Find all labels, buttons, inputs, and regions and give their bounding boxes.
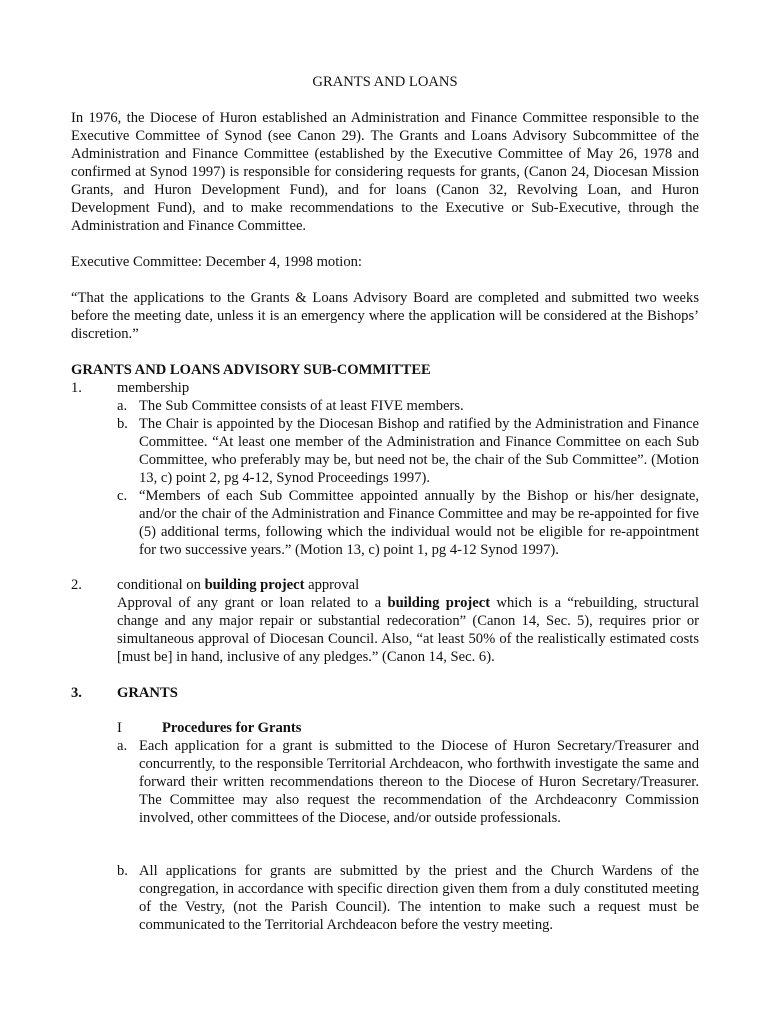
- section-2-number: 2.: [71, 577, 82, 593]
- item-text: All applications for grants are submitted by the priest and the Church Wardens of the congregation, in accordance with specific direction given them from a duly constituted meeting of the Vestry, (not the Parish Council). The intention to make such a request must be communicated to the Territorial Archdeacon before the vestry meeting.: [139, 863, 699, 933]
- item-text: “Members of each Sub Committee appointed annually by the Bishop or his/her designate, and/or the chair of the Administration and Finance Committee and may be re-appointed for five (5) additional terms, following which the individual would not be eligible for re-appointment for two successive years.” (Motion 13, c) point 1, pg 4-12 Synod 1997).: [139, 488, 699, 558]
- membership-item-a: [117, 397, 699, 415]
- grants-heading: GRANTS: [117, 685, 178, 701]
- document-title: GRANTS AND LOANS: [312, 74, 458, 90]
- procedures-heading-row: [117, 719, 699, 737]
- item-text: The Sub Committee consists of at least FIVE members.: [139, 398, 464, 414]
- section-1-number: 1.: [71, 380, 82, 396]
- item-text: The Chair is appointed by the Diocesan Bishop and ratified by the Administration and Finance Committee. “At least one member of the Administration and Finance Committee on each Sub Committee, who preferably may be, but need not be, the chair of the Sub Committee”. (Motion 13, c) point 2, pg 4-12, Synod Proceedings 1997).: [139, 416, 699, 486]
- roman-numeral: I: [117, 720, 122, 736]
- item-letter: b.: [117, 416, 128, 432]
- item-text: Each application for a grant is submitted to the Diocese of Huron Secretary/Treasurer and concurrently, to the responsible Territorial Archdeacon, who forthwith investigate the same and forward their written recommendations thereon to the Diocese of Huron Secretary/Treasurer. The Committee may also request the recommendation of the Archdeaconry Commission involved, other committees of the Diocese, and/or outside professionals.: [139, 738, 699, 826]
- procedures-heading: Procedures for Grants: [162, 720, 302, 736]
- section-1-label: membership: [117, 380, 190, 396]
- section-2-label: conditional on building project approval: [117, 577, 360, 593]
- motion-quote: “That the applications to the Grants & Loans Advisory Board are completed and submitted two weeks before the meeting date, unless it is an emergency where the application will be considered at the Bishops’ discretion.”: [71, 290, 699, 342]
- intro-paragraph: In 1976, the Diocese of Huron established an Administration and Finance Committee responsible to the Executive Committee of Synod (see Canon 29). The Grants and Loans Advisory Subcommittee of the Administration and Finance Committee (established by the Executive Committee of May 26, 1978 and confirmed at Synod 1997) is responsible for considering requests for grants, (Canon 24, Diocesan Mission Grants, and Huron Development Fund), and for loans (Canon 32, Revolving Loan, and Huron Development Fund), and to make recommendations to the Executive or Sub-Executive, through the Administration and Finance Committee.: [71, 110, 699, 234]
- item-letter: c.: [117, 488, 128, 504]
- section-3-number: 3.: [71, 685, 82, 701]
- subcommittee-heading: GRANTS AND LOANS ADVISORY SUB-COMMITTEE: [71, 362, 431, 378]
- item-letter: a.: [117, 738, 128, 754]
- membership-item-c: [117, 487, 699, 559]
- item-letter: b.: [117, 863, 128, 879]
- item-letter: a.: [117, 398, 128, 414]
- membership-item-b: [117, 415, 699, 487]
- grants-item-b: [117, 862, 699, 934]
- grants-item-a: [117, 737, 699, 827]
- motion-heading: Executive Committee: December 4, 1998 motion:: [71, 254, 362, 270]
- section-2-text: Approval of any grant or loan related to a building project which is a “rebuilding, structural change and any major repair or substantial redecoration” (Canon 14, Sec. 5), requires prior or simultaneous approval of Diocesan Council. Also, “at least 50% of the realistically estimated costs [must be] in hand, inclusive of any pledges.” (Canon 14, Sec. 6).: [117, 595, 699, 665]
